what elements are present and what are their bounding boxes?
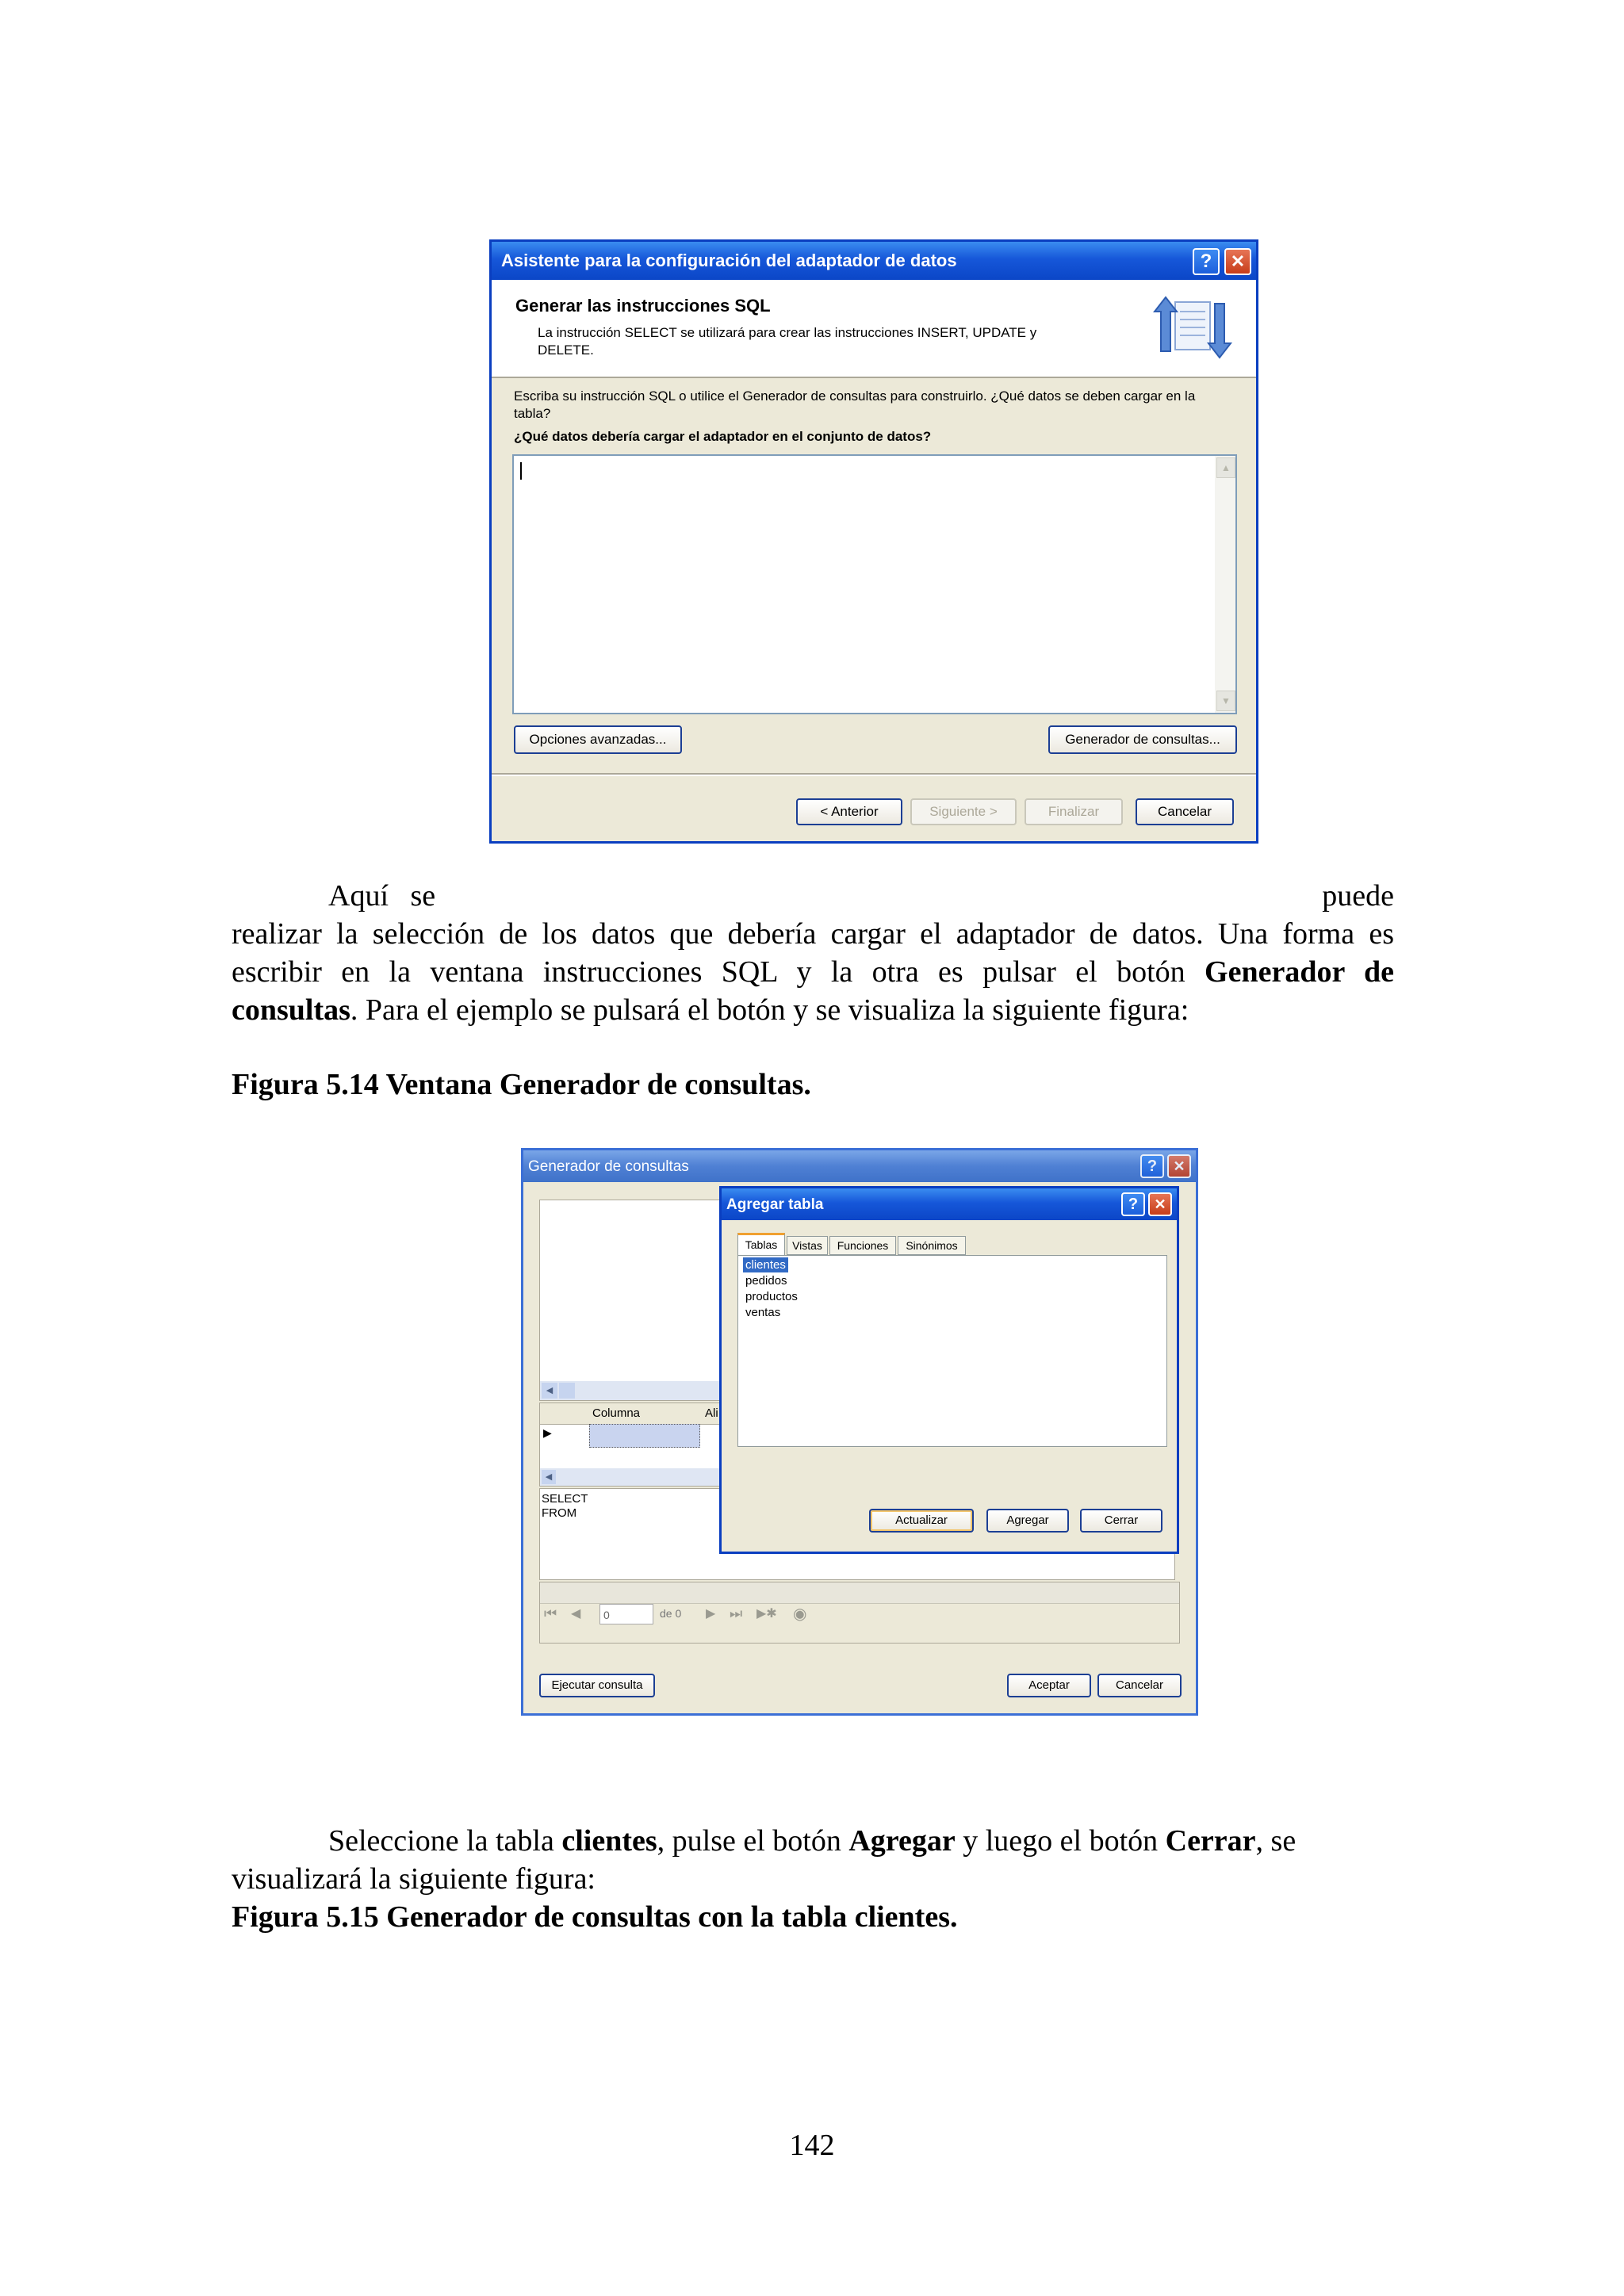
close-dialog-button[interactable]: Cerrar: [1080, 1509, 1162, 1533]
text-cursor: [520, 462, 522, 480]
sql-textarea[interactable]: [512, 454, 1237, 714]
finish-button: Finalizar: [1025, 798, 1123, 825]
p2-f: Cerrar: [1165, 1824, 1256, 1858]
record-count: de 0: [660, 1607, 682, 1620]
p2-c: , pulse el botón: [657, 1824, 849, 1858]
p2-d: Agregar: [848, 1824, 956, 1858]
paragraph-1-line-4: [232, 991, 1394, 1029]
record-position-input[interactable]: 0: [599, 1604, 653, 1624]
close-button[interactable]: ✕: [1224, 248, 1251, 275]
p2-e: y luego el botón: [955, 1824, 1166, 1858]
sql-line-select: SELECT: [542, 1492, 588, 1506]
tab-sinonimos[interactable]: Sinónimos: [898, 1236, 966, 1255]
wizard-arrows-icon: [1153, 288, 1232, 367]
add-table-dialog: [719, 1186, 1179, 1554]
row-pointer-icon: ▶: [543, 1428, 552, 1440]
paragraph-2-line-2: visualizará la siguiente figura:: [232, 1862, 596, 1896]
close-button-2[interactable]: ✕: [1167, 1154, 1191, 1178]
add-table-title: Agregar tabla: [726, 1196, 824, 1213]
paragraph-1-text: escribir en la ventana instrucciones SQL y la otra es pulsar el botón: [232, 955, 1205, 989]
page-number: 142: [789, 2129, 835, 2162]
scroll-down-arrow-icon[interactable]: ▼: [1216, 691, 1235, 711]
table-list[interactable]: [737, 1255, 1167, 1447]
execute-query-button[interactable]: Ejecutar consulta: [539, 1674, 655, 1697]
query-builder-title-bar[interactable]: [523, 1150, 1196, 1182]
paragraph-2-line-1: [232, 1822, 1394, 1860]
record-navigator: [539, 1598, 1178, 1629]
selected-cell[interactable]: [589, 1424, 700, 1448]
prev-record-icon[interactable]: ◀: [571, 1607, 581, 1621]
tab-tablas[interactable]: Tablas: [737, 1233, 785, 1255]
paragraph-1-start: Aquí se: [328, 879, 436, 913]
query-builder-cancel-button[interactable]: Cancelar: [1097, 1674, 1182, 1697]
figure-5-14-caption: Figura 5.14 Ventana Generador de consultas.: [232, 1068, 811, 1101]
vertical-scrollbar[interactable]: [1215, 456, 1235, 713]
add-button[interactable]: Agregar: [986, 1509, 1069, 1533]
paragraph-1-text-2: . Para el ejemplo se pulsará el botón y se visualiza la siguiente figura:: [350, 993, 1189, 1027]
add-table-title-bar[interactable]: [722, 1188, 1177, 1220]
p2-a: Seleccione la tabla: [328, 1824, 562, 1858]
grid-header-column: Columna: [592, 1406, 641, 1420]
paragraph-1-end: puede: [1322, 879, 1394, 913]
scroll-left-arrow-icon[interactable]: ◀: [542, 1383, 557, 1399]
query-builder-title: Generador de consultas: [528, 1158, 689, 1175]
paragraph-1-line-2: realizar la selección de los datos que debería cargar el adaptador de datos. Una forma es: [232, 917, 1394, 951]
wizard-dialog: [489, 239, 1258, 844]
wizard-cancel-button[interactable]: Cancelar: [1136, 798, 1234, 825]
new-record-icon[interactable]: ▶✱: [756, 1607, 777, 1621]
paragraph-1-bold-2: consultas: [232, 993, 350, 1027]
list-item-productos[interactable]: productos: [745, 1290, 798, 1303]
question-label: ¿Qué datos debería cargar el adaptador en el conjunto de datos?: [514, 429, 932, 444]
header-description: La instrucción SELECT se utilizará para crear las instrucciones INSERT, UPDATE y DELETE.: [538, 325, 1037, 358]
scroll-left-arrow-icon-2[interactable]: ◀: [542, 1470, 556, 1484]
wizard-title-bar[interactable]: [492, 242, 1256, 280]
query-builder-button[interactable]: Generador de consultas...: [1048, 725, 1237, 754]
wizard-title: Asistente para la configuración del adaptador de datos: [501, 251, 957, 270]
paragraph-1-line-3: [232, 953, 1394, 991]
tab-vistas[interactable]: Vistas: [787, 1236, 828, 1255]
grid-header-alias: Ali: [705, 1406, 718, 1420]
last-record-icon[interactable]: ⏭: [730, 1605, 743, 1621]
scroll-thumb[interactable]: [559, 1383, 575, 1399]
figure-5-15-caption: Figura 5.15 Generador de consultas con la tabla clientes.: [232, 1900, 958, 1934]
next-record-icon[interactable]: ▶: [706, 1607, 716, 1621]
help-button-3[interactable]: ?: [1121, 1192, 1145, 1216]
help-button-2[interactable]: ?: [1140, 1154, 1164, 1178]
advanced-options-button[interactable]: Opciones avanzadas...: [514, 725, 682, 754]
back-button[interactable]: < Anterior: [796, 798, 902, 825]
instruction-text: Escriba su instrucción SQL o utilice el Generador de consultas para construirlo. ¿Qué datos se deben cargar en la tabla?: [514, 388, 1196, 421]
stop-icon[interactable]: ◉: [793, 1605, 807, 1623]
sql-line-from: FROM: [542, 1506, 577, 1520]
next-button: Siguiente >: [910, 798, 1017, 825]
scroll-up-arrow-icon[interactable]: ▲: [1216, 457, 1235, 478]
p2-b: clientes: [561, 1824, 657, 1858]
paragraph-1-bold: Generador de: [1205, 955, 1394, 989]
list-item-ventas[interactable]: ventas: [745, 1306, 781, 1319]
accept-button[interactable]: Aceptar: [1007, 1674, 1091, 1697]
list-item-pedidos[interactable]: pedidos: [745, 1274, 787, 1288]
p2-g: , se: [1255, 1824, 1297, 1858]
divider: [492, 773, 1256, 776]
refresh-button[interactable]: Actualizar: [869, 1509, 974, 1533]
wizard-header: [492, 280, 1256, 378]
header-title: Generar las instrucciones SQL: [515, 296, 771, 316]
close-button-3[interactable]: ✕: [1148, 1192, 1172, 1216]
first-record-icon[interactable]: ⏮: [544, 1605, 557, 1621]
tab-funciones[interactable]: Funciones: [829, 1236, 896, 1255]
help-button[interactable]: ?: [1193, 248, 1220, 275]
list-item-clientes[interactable]: clientes: [743, 1257, 788, 1272]
